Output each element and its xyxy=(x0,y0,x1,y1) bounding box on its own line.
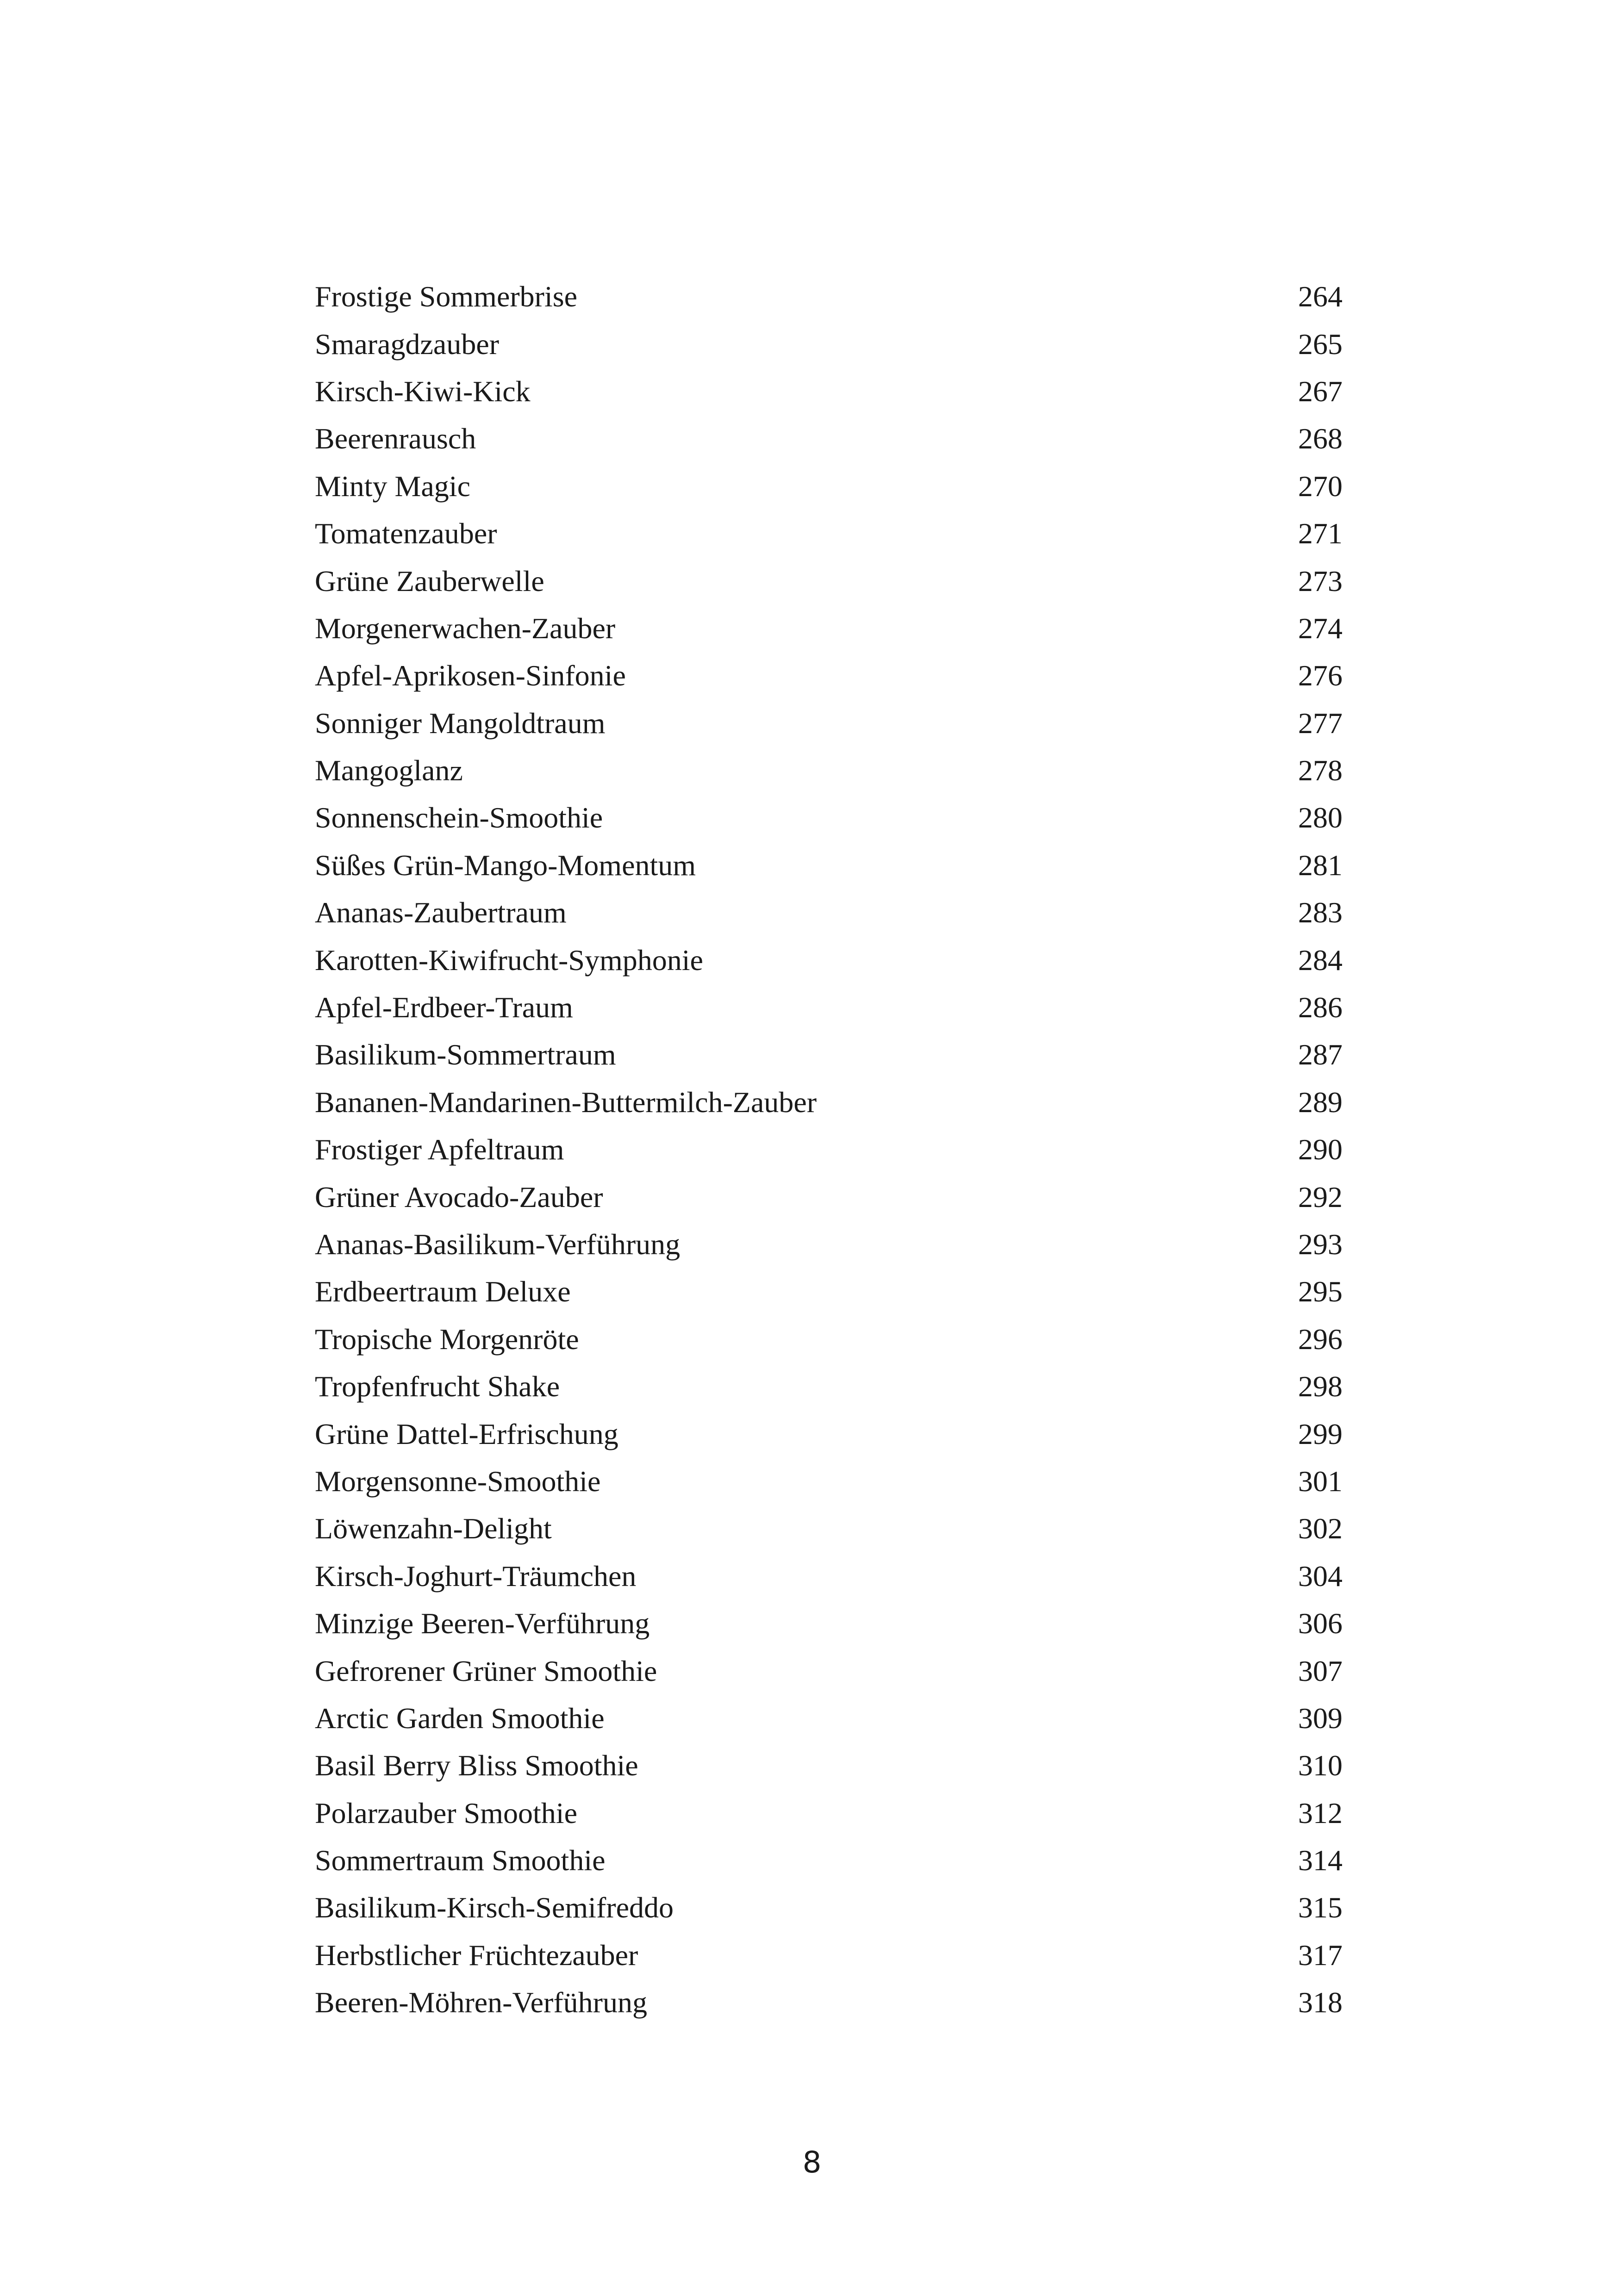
toc-entry-title: Süßes Grün-Mango-Momentum xyxy=(315,848,696,882)
toc-entry[interactable] xyxy=(315,652,1343,699)
toc-entry[interactable] xyxy=(315,1410,1343,1457)
toc-entry-page: 298 xyxy=(1298,1370,1343,1403)
toc-entry-title: Polarzauber Smoothie xyxy=(315,1796,577,1829)
toc-entry[interactable] xyxy=(315,1790,1343,1837)
toc-entry[interactable] xyxy=(315,1363,1343,1410)
toc-entry-title: Apfel-Aprikosen-Sinfonie xyxy=(315,659,626,692)
toc-entry-page: 278 xyxy=(1298,754,1343,787)
toc-entry-page: 290 xyxy=(1298,1133,1343,1166)
toc-entry-title: Kirsch-Joghurt-Träumchen xyxy=(315,1559,637,1593)
toc-entry[interactable] xyxy=(315,1553,1343,1600)
toc-entry-title: Minzige Beeren-Verführung xyxy=(315,1607,650,1640)
toc-entry[interactable] xyxy=(315,1079,1343,1126)
toc-entry-page: 314 xyxy=(1298,1844,1343,1877)
toc-entry-title: Tropische Morgenröte xyxy=(315,1322,579,1356)
toc-entry[interactable] xyxy=(315,1600,1343,1647)
toc-entry-page: 274 xyxy=(1298,611,1343,645)
toc-entry-title: Sommertraum Smoothie xyxy=(315,1844,606,1877)
toc-entry[interactable] xyxy=(315,1932,1343,1979)
toc-entry-title: Karotten-Kiwifrucht-Symphonie xyxy=(315,943,703,977)
toc-entry[interactable] xyxy=(315,1031,1343,1078)
toc-entry[interactable] xyxy=(315,605,1343,652)
toc-entry-page: 277 xyxy=(1298,706,1343,740)
toc-entry[interactable] xyxy=(315,1979,1343,2026)
toc-entry[interactable] xyxy=(315,320,1343,367)
toc-entry[interactable] xyxy=(315,1316,1343,1363)
toc-entry-page: 295 xyxy=(1298,1275,1343,1308)
toc-entry-title: Beerenrausch xyxy=(315,422,476,455)
toc-entry-page: 289 xyxy=(1298,1085,1343,1119)
toc-entry[interactable] xyxy=(315,984,1343,1031)
toc-entry-page: 267 xyxy=(1298,374,1343,408)
toc-entry-title: Grüner Avocado-Zauber xyxy=(315,1180,603,1213)
toc-entry-title: Mangoglanz xyxy=(315,754,463,787)
toc-entry-page: 284 xyxy=(1298,943,1343,977)
toc-entry-page: 312 xyxy=(1298,1796,1343,1829)
toc-entry-title: Basilikum-Kirsch-Semifreddo xyxy=(315,1891,674,1924)
toc-entry[interactable] xyxy=(315,794,1343,841)
toc-entry-title: Frostige Sommerbrise xyxy=(315,280,578,313)
toc-entry-page: 287 xyxy=(1298,1038,1343,1071)
toc-entry-title: Bananen-Mandarinen-Buttermilch-Zauber xyxy=(315,1085,817,1119)
toc-entry-title: Tropfenfrucht Shake xyxy=(315,1370,560,1403)
toc-entry-title: Frostiger Apfeltraum xyxy=(315,1133,564,1166)
toc-entry-page: 280 xyxy=(1298,801,1343,834)
toc-entry-page: 317 xyxy=(1298,1938,1343,1972)
toc-entry[interactable] xyxy=(315,557,1343,604)
toc-entry-title: Basilikum-Sommertraum xyxy=(315,1038,616,1071)
toc-entry-page: 306 xyxy=(1298,1607,1343,1640)
toc-entry[interactable] xyxy=(315,510,1343,557)
toc-entry-title: Gefrorener Grüner Smoothie xyxy=(315,1654,657,1687)
page-number: 8 xyxy=(802,2146,822,2180)
toc-entry-page: 268 xyxy=(1298,422,1343,455)
toc-entry-title: Erdbeertraum Deluxe xyxy=(315,1275,571,1308)
toc-entry[interactable] xyxy=(315,1126,1343,1173)
toc-entry-page: 310 xyxy=(1298,1749,1343,1782)
toc-entry[interactable] xyxy=(315,1837,1343,1884)
toc-entry-title: Apfel-Erdbeer-Traum xyxy=(315,991,573,1024)
toc-entry-title: Grüne Dattel-Erfrischung xyxy=(315,1417,618,1450)
toc-entry-page: 301 xyxy=(1298,1464,1343,1498)
toc-entry[interactable] xyxy=(315,1268,1343,1315)
toc-entry[interactable] xyxy=(315,1884,1343,1931)
toc-entry-title: Kirsch-Kiwi-Kick xyxy=(315,374,531,408)
toc-entry-page: 299 xyxy=(1298,1417,1343,1450)
toc-entry[interactable] xyxy=(315,889,1343,936)
toc-entry-page: 286 xyxy=(1298,991,1343,1024)
toc-entry[interactable] xyxy=(315,1647,1343,1694)
toc-entry-title: Minty Magic xyxy=(315,469,470,503)
toc-entry-title: Ananas-Zaubertraum xyxy=(315,896,567,929)
toc-entry-title: Arctic Garden Smoothie xyxy=(315,1701,605,1735)
toc-entry[interactable] xyxy=(315,1221,1343,1268)
toc-entry[interactable] xyxy=(315,1742,1343,1789)
toc-entry-title: Herbstlicher Früchtezauber xyxy=(315,1938,638,1972)
toc-entry-page: 302 xyxy=(1298,1512,1343,1545)
toc-entry-title: Grüne Zauberwelle xyxy=(315,564,544,597)
toc-entry-title: Sonniger Mangoldtraum xyxy=(315,706,606,740)
toc-entry-page: 296 xyxy=(1298,1322,1343,1356)
toc-entry[interactable] xyxy=(315,1695,1343,1742)
toc-entry-page: 281 xyxy=(1298,848,1343,882)
toc-entry[interactable] xyxy=(315,936,1343,983)
toc-entry-page: 264 xyxy=(1298,280,1343,313)
toc-entry[interactable] xyxy=(315,1505,1343,1552)
toc-entry-title: Sonnenschein-Smoothie xyxy=(315,801,603,834)
toc-entry-page: 293 xyxy=(1298,1228,1343,1261)
toc-entry-page: 315 xyxy=(1298,1891,1343,1924)
toc-entry-title: Beeren-Möhren-Verführung xyxy=(315,1986,647,2019)
toc-entry-page: 292 xyxy=(1298,1180,1343,1213)
toc-entry[interactable] xyxy=(315,368,1343,415)
toc-entry-page: 271 xyxy=(1298,517,1343,550)
toc-entry-page: 307 xyxy=(1298,1654,1343,1687)
toc-entry[interactable] xyxy=(315,273,1343,320)
toc-entry[interactable] xyxy=(315,747,1343,794)
toc-entry[interactable] xyxy=(315,1173,1343,1220)
toc-entry[interactable] xyxy=(315,1458,1343,1505)
toc-entry[interactable] xyxy=(315,842,1343,889)
toc-entry[interactable] xyxy=(315,415,1343,462)
toc-entry-title: Morgenerwachen-Zauber xyxy=(315,611,616,645)
toc-entry[interactable] xyxy=(315,463,1343,510)
toc-entry-title: Basil Berry Bliss Smoothie xyxy=(315,1749,638,1782)
toc-entry-title: Tomatenzauber xyxy=(315,517,497,550)
toc-entry[interactable] xyxy=(315,700,1343,747)
toc-entry-title: Löwenzahn-Delight xyxy=(315,1512,552,1545)
toc-entry-page: 309 xyxy=(1298,1701,1343,1735)
toc-entry-page: 276 xyxy=(1298,659,1343,692)
toc-entry-title: Smaragdzauber xyxy=(315,327,500,361)
toc-entry-page: 318 xyxy=(1298,1986,1343,2019)
toc-entry-page: 265 xyxy=(1298,327,1343,361)
toc-entry-title: Ananas-Basilikum-Verführung xyxy=(315,1228,681,1261)
table-of-contents xyxy=(315,273,1343,2026)
toc-entry-page: 283 xyxy=(1298,896,1343,929)
toc-entry-page: 273 xyxy=(1298,564,1343,597)
toc-entry-page: 270 xyxy=(1298,469,1343,503)
toc-entry-title: Morgensonne-Smoothie xyxy=(315,1464,601,1498)
toc-entry-page: 304 xyxy=(1298,1559,1343,1593)
